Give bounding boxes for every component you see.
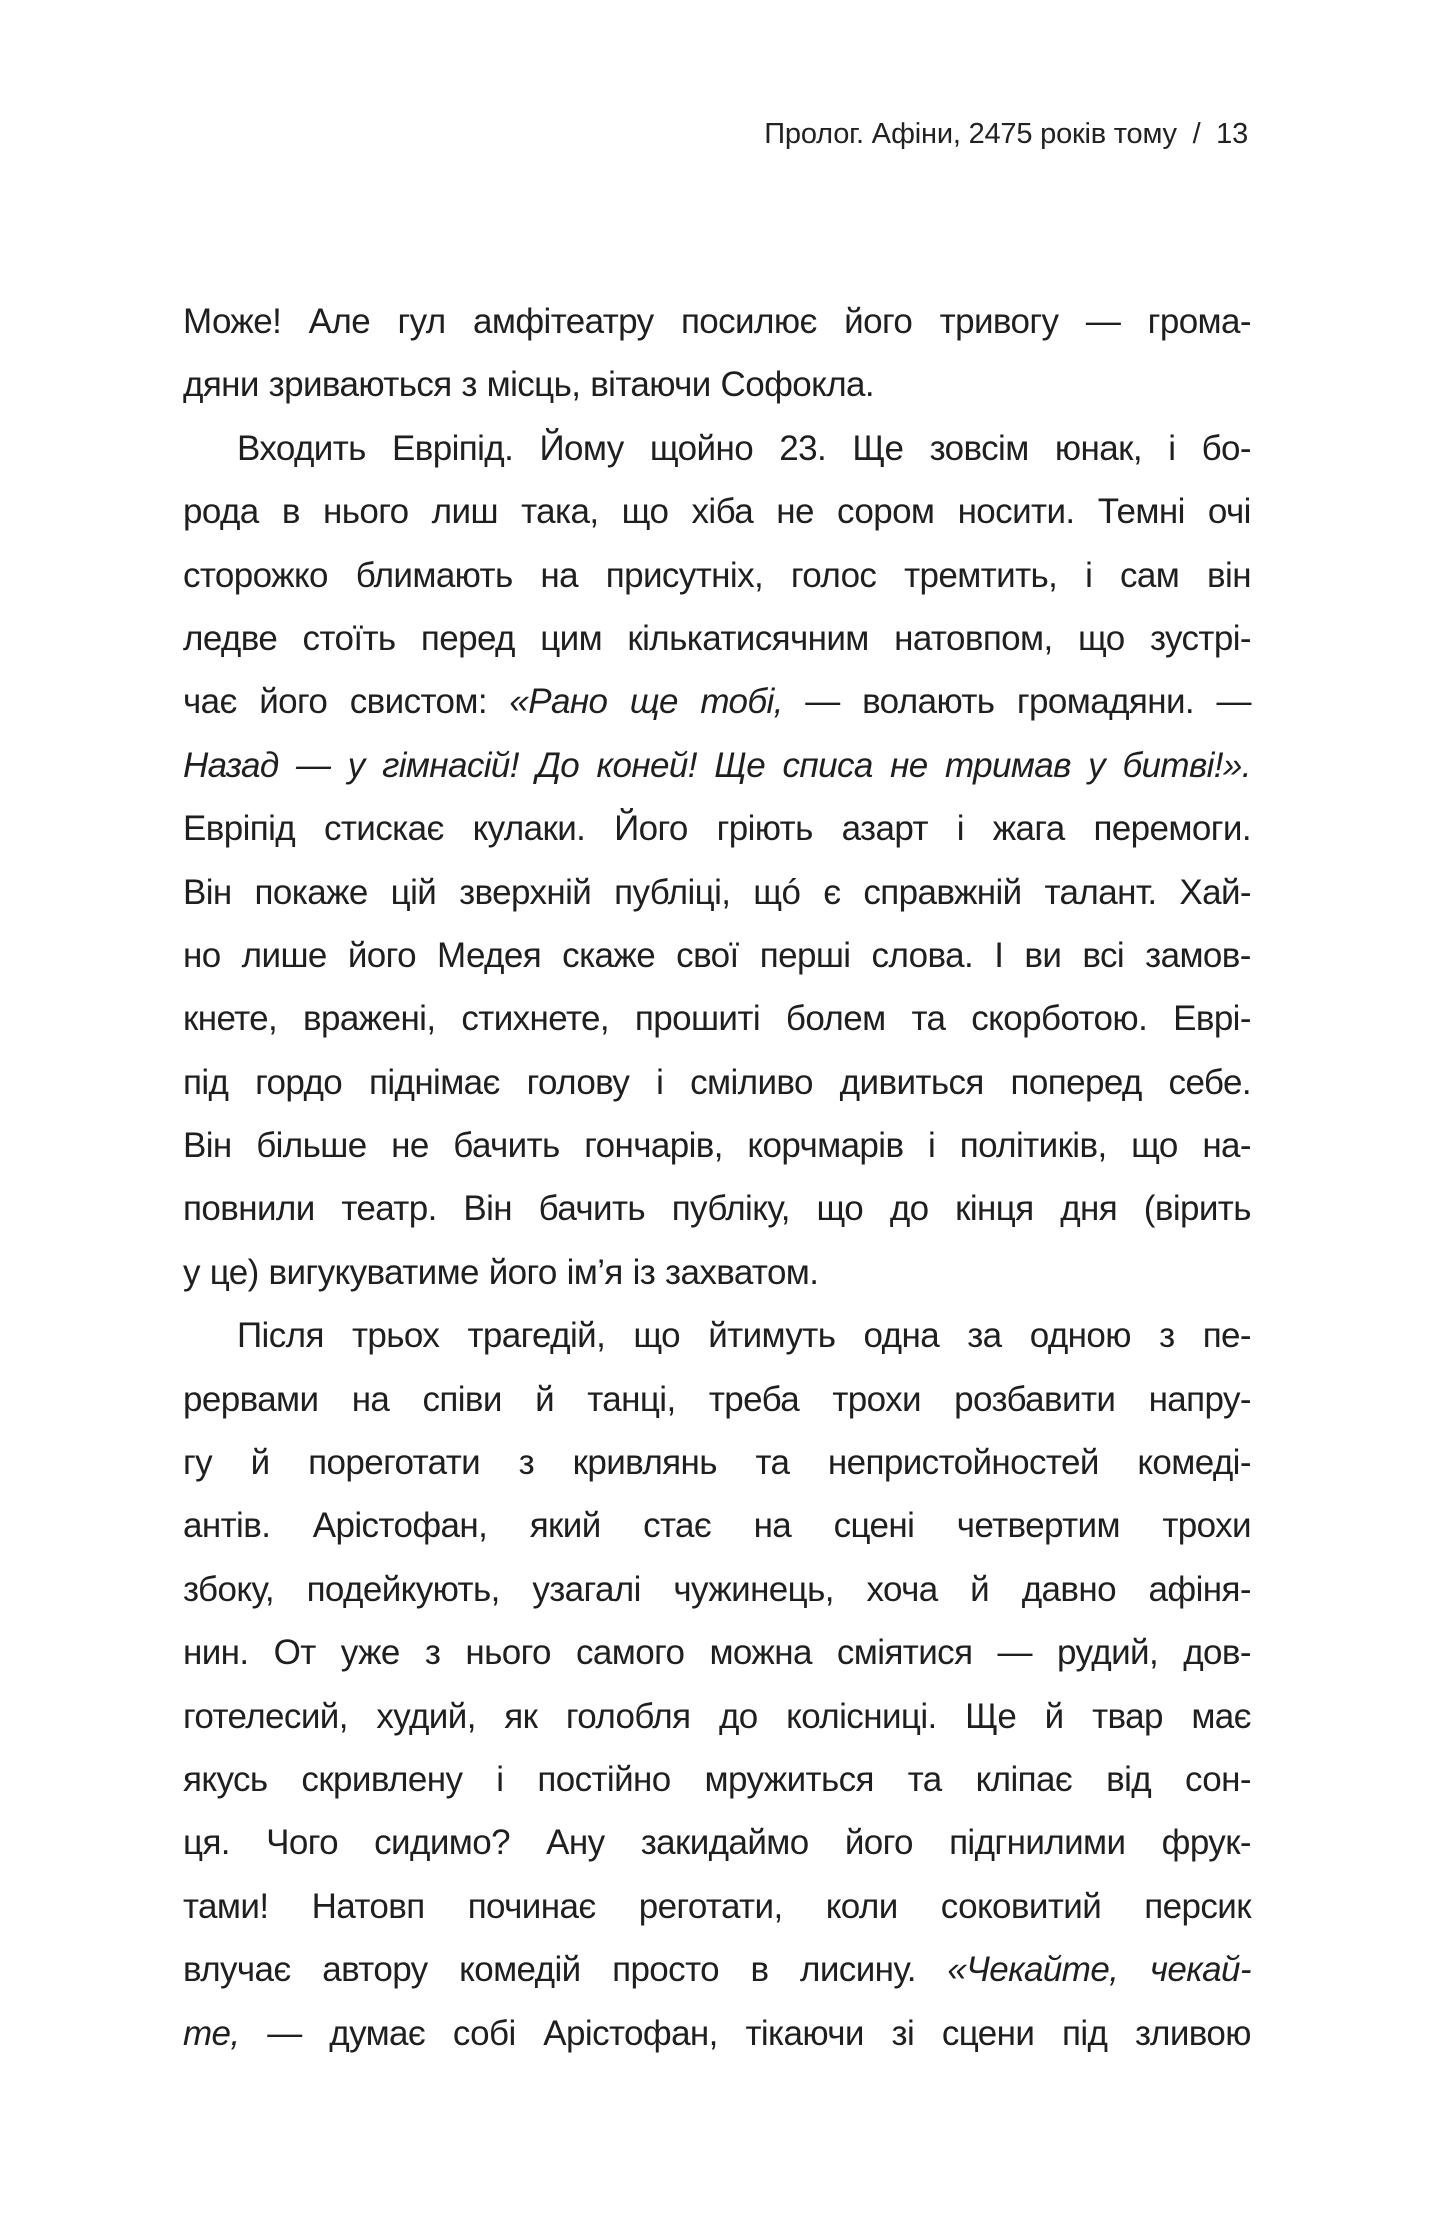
word: одною (1029, 1316, 1131, 1356)
word: його (844, 1823, 913, 1863)
word: дов- (1183, 1633, 1251, 1673)
word: й (1044, 1696, 1064, 1736)
word: Після (237, 1316, 324, 1356)
word: до (889, 1189, 929, 1229)
word: коли (825, 1886, 898, 1926)
text-line (183, 734, 1251, 797)
word: сміятися (836, 1633, 973, 1673)
word: вигукуватиме (268, 1252, 479, 1292)
word: на (351, 1379, 390, 1419)
word: тримав (944, 745, 1071, 785)
word: бачить (538, 1189, 646, 1229)
word: з (1159, 1316, 1175, 1356)
word: чає (183, 682, 237, 722)
word: Йому (539, 428, 624, 468)
word: ви (1024, 935, 1062, 975)
word: сон- (1184, 1759, 1251, 1799)
word: те, (183, 2013, 240, 2053)
text-line (183, 1431, 1251, 1494)
word: комедій (459, 1950, 581, 1990)
word: скаже (562, 935, 656, 975)
word: колісниці. (786, 1696, 937, 1736)
word: стихнете, (461, 999, 609, 1039)
word: влучає (183, 1950, 291, 1990)
word: гімнасій! (382, 745, 519, 785)
word: но (183, 935, 221, 975)
word: «Чекайте, (947, 1950, 1119, 1990)
word: голос (790, 555, 877, 595)
word: сором (837, 492, 935, 532)
word: громадяни. (1016, 682, 1195, 722)
word: Евріпід. (392, 428, 514, 468)
word: зустрі- (1149, 618, 1251, 658)
word: тремтить, (904, 555, 1058, 595)
word: афіня- (1148, 1569, 1251, 1609)
word: Ану (546, 1823, 605, 1863)
text-line (183, 353, 1251, 416)
word: рервами (183, 1379, 319, 1419)
word: голобля (565, 1696, 691, 1736)
word: юнак, (1054, 428, 1142, 468)
word: готелесий, (183, 1696, 348, 1736)
word: натовпом, (894, 618, 1053, 658)
word: Хай- (1179, 872, 1251, 912)
word: Його (614, 809, 688, 849)
word: мружиться (704, 1759, 874, 1799)
word: нього (465, 1633, 551, 1673)
word: свистом: (349, 682, 487, 722)
word: з (518, 1443, 535, 1483)
word: сам (1120, 555, 1180, 595)
word: азарт (841, 809, 928, 849)
word: худий, (376, 1696, 476, 1736)
word: Темні (1097, 492, 1185, 532)
word: 23. (779, 428, 827, 468)
word: битві!». (1122, 745, 1251, 785)
word: який (529, 1506, 601, 1546)
word: і (928, 1126, 936, 1166)
text-line (183, 417, 1251, 480)
word: четвертим (956, 1506, 1120, 1546)
word: постійно (537, 1759, 671, 1799)
word: зі (891, 2013, 915, 2053)
word: у (1088, 745, 1106, 785)
word: болем (785, 999, 886, 1039)
word: корчмарів (747, 1126, 904, 1166)
page-number: 13 (1216, 118, 1248, 150)
word: кнете, (183, 999, 278, 1039)
word: не (890, 745, 928, 785)
text-line (183, 1114, 1251, 1177)
running-header (764, 118, 1248, 151)
word: зриваються (268, 365, 452, 405)
word: всі (1082, 935, 1125, 975)
text-line (183, 290, 1251, 353)
word: Еврі- (1173, 999, 1251, 1039)
text-line (183, 861, 1251, 924)
word: списа (782, 745, 873, 785)
word: кліпає (975, 1759, 1073, 1799)
word: От (273, 1633, 316, 1673)
word: що (1077, 618, 1125, 658)
word: — (1085, 302, 1121, 341)
text-line (183, 480, 1251, 543)
word: Ще (852, 428, 904, 468)
word: в (281, 492, 300, 532)
word: та (755, 1443, 790, 1483)
word: перемоги. (1093, 809, 1251, 849)
word: Арістофан, (312, 1506, 488, 1546)
word: театр. (341, 1189, 437, 1229)
word: собі (452, 2013, 516, 2053)
word: чужинець, (673, 1569, 834, 1609)
word: тікаючи (745, 2013, 864, 2053)
word: сидимо? (374, 1823, 510, 1863)
word: сцені (833, 1506, 915, 1546)
word: до (718, 1696, 758, 1736)
word: можна (709, 1633, 812, 1673)
word: тривогу (939, 302, 1059, 341)
word: це) (209, 1252, 259, 1292)
word: трохи (832, 1379, 921, 1419)
text-line (183, 797, 1251, 860)
word: волають (862, 682, 995, 722)
word: блимають (355, 555, 513, 595)
text-line (183, 1304, 1251, 1367)
word: бо- (1201, 428, 1251, 468)
word: подейкують, (306, 1569, 500, 1609)
word: непристойностей (827, 1443, 1099, 1483)
word: треба (708, 1379, 800, 1419)
word: трагедій, (467, 1316, 606, 1356)
word: талант. (1044, 872, 1157, 912)
word: — (805, 682, 840, 722)
text-line (183, 1938, 1251, 2001)
word: думає (329, 2013, 426, 2053)
text-line (183, 1494, 1251, 1557)
word: — (296, 745, 331, 785)
word: цій (390, 872, 437, 912)
word: Він (463, 1189, 513, 1229)
word: із (632, 1252, 656, 1292)
word: на- (1202, 1126, 1251, 1166)
word: й (250, 1443, 270, 1483)
word: рода (183, 492, 259, 532)
word: повнили (183, 1189, 315, 1229)
word: трьох (351, 1316, 440, 1356)
word: персик (1144, 1886, 1251, 1926)
word: Арістофан, (543, 2013, 718, 2053)
word: якусь (183, 1759, 268, 1799)
word: покаже (254, 872, 368, 912)
word: його (347, 935, 416, 975)
word: на (540, 555, 578, 595)
word: гріють (716, 809, 813, 849)
word: Входить (237, 428, 366, 468)
word: зверхній (459, 872, 592, 912)
word: і (656, 1062, 664, 1102)
word: справжній (863, 872, 1022, 912)
word: ще (629, 682, 678, 722)
word: «Рано (509, 682, 608, 722)
word: ледве (183, 618, 278, 658)
word: перші (759, 935, 851, 975)
word: сторожко (183, 555, 328, 595)
text-line (183, 607, 1251, 670)
word: прошиті (634, 999, 760, 1039)
word: стає (643, 1506, 712, 1546)
word: посилює (680, 302, 817, 341)
word: дня (1060, 1189, 1118, 1229)
word: Але (308, 302, 371, 341)
word: політиків, (959, 1126, 1107, 1166)
word: не (776, 492, 814, 532)
word: дяни (183, 365, 259, 405)
word: лише (241, 935, 327, 975)
word: що (621, 492, 669, 532)
word: соковитий (940, 1886, 1102, 1926)
word: І (994, 935, 1004, 975)
word: щойно (649, 428, 754, 468)
word: До (536, 745, 580, 785)
word: піднімає (368, 1062, 500, 1102)
word: та (907, 1759, 942, 1799)
word: Він (183, 1126, 232, 1166)
word: очі (1207, 492, 1251, 532)
word: хоча (866, 1569, 938, 1609)
word: гончарів, (584, 1126, 723, 1166)
word: себе. (1168, 1062, 1251, 1102)
word: одна (863, 1316, 940, 1356)
word: розбавити (954, 1379, 1116, 1419)
word: співи (422, 1379, 502, 1419)
word: вражені, (303, 999, 436, 1039)
word: голову (526, 1062, 630, 1102)
word: більше (256, 1126, 367, 1166)
word: і (1085, 555, 1093, 595)
word: закидаймо (640, 1823, 809, 1863)
header-separator: / (1192, 118, 1201, 150)
word: в (750, 1950, 769, 1990)
word: — (267, 2013, 302, 2053)
word: лисину. (800, 1950, 916, 1990)
text-line (183, 1241, 1251, 1304)
word: його (488, 1252, 557, 1292)
word: скорботою. (971, 999, 1148, 1039)
word: збоку, (183, 1569, 274, 1609)
word: і (496, 1759, 504, 1799)
word: лиш (431, 492, 498, 532)
word: нин. (183, 1633, 249, 1673)
word: йтимуть (708, 1316, 836, 1356)
text-line (183, 1368, 1251, 1431)
word: трохи (1162, 1506, 1251, 1546)
word: зливою (1134, 2013, 1251, 2053)
word: Ще (714, 745, 766, 785)
word: публіку, (671, 1189, 790, 1229)
word: місць, (486, 365, 581, 405)
word: й (535, 1379, 555, 1419)
word: щó (753, 872, 801, 912)
word: напру- (1148, 1379, 1251, 1419)
word: жага (992, 809, 1065, 849)
word: присутніх, (605, 555, 764, 595)
word: кількатисячним (627, 618, 869, 658)
word: — (1216, 682, 1251, 722)
word: гул (397, 302, 446, 341)
word: у (347, 745, 365, 785)
word: Медея (437, 935, 542, 975)
word: уже (340, 1633, 400, 1673)
word: тами! (183, 1886, 269, 1926)
text-line (183, 1621, 1251, 1684)
word: під (183, 1062, 229, 1102)
word: така, (521, 492, 599, 532)
word: Назад (183, 745, 279, 785)
word: і (1168, 428, 1176, 468)
word: не (391, 1126, 429, 1166)
word: амфітеатру (473, 302, 654, 341)
word: на (753, 1506, 792, 1546)
word: його (844, 302, 913, 341)
word: гордо (255, 1062, 343, 1102)
word: публіці, (614, 872, 731, 912)
word: Ще (965, 1696, 1017, 1736)
word: у (183, 1252, 200, 1292)
word: кривлянь (572, 1443, 717, 1483)
text-line (183, 987, 1251, 1050)
word: Може! (183, 302, 282, 341)
word: ім’я (566, 1252, 623, 1292)
word: гу (183, 1443, 213, 1483)
word: грома- (1147, 302, 1251, 341)
word: скривлену (301, 1759, 463, 1799)
word: замов- (1145, 935, 1251, 975)
word: його (259, 682, 328, 722)
text-line (183, 670, 1251, 733)
word: стоїть (302, 618, 396, 658)
word: носити. (957, 492, 1075, 532)
word: що (816, 1189, 864, 1229)
word: що (1131, 1126, 1178, 1166)
word: цим (540, 618, 603, 658)
word: й (970, 1569, 990, 1609)
word: антів. (183, 1506, 271, 1546)
word: свої (676, 935, 739, 975)
text-line (183, 1177, 1251, 1240)
word: з (424, 1633, 441, 1673)
word: дивиться (839, 1062, 984, 1102)
word: кінця (955, 1189, 1034, 1229)
word: Чого (266, 1823, 338, 1863)
word: — (997, 1633, 1032, 1673)
word: Евріпід (183, 809, 296, 849)
word: від (1106, 1759, 1152, 1799)
text-line (183, 1811, 1251, 1874)
text-line (183, 924, 1251, 987)
word: вітаючи (590, 365, 711, 405)
text-line (183, 1748, 1251, 1811)
word: (вірить (1143, 1189, 1251, 1229)
word: хіба (691, 492, 754, 532)
word: слова. (871, 935, 974, 975)
word: автору (322, 1950, 428, 1990)
word: що (633, 1316, 681, 1356)
word: просто (612, 1950, 719, 1990)
word: бачить (453, 1126, 560, 1166)
word: підгнилими (949, 1823, 1126, 1863)
word: починає (467, 1886, 596, 1926)
text-line (183, 2002, 1251, 2065)
word: за (967, 1316, 1002, 1356)
text-line (183, 1875, 1251, 1938)
text-line (183, 1685, 1251, 1748)
word: кулаки. (472, 809, 586, 849)
word: ця. (183, 1823, 230, 1863)
word: з (461, 365, 477, 405)
word: і (956, 809, 964, 849)
word: Він (183, 872, 232, 912)
word: коней! (596, 745, 697, 785)
word: пе- (1202, 1316, 1251, 1356)
word: тобі, (700, 682, 783, 722)
text-line (183, 1051, 1251, 1114)
running-title: Пролог. Афіни, 2475 років тому (764, 118, 1177, 150)
word: як (504, 1696, 538, 1736)
word: сміливо (690, 1062, 813, 1102)
word: узагалі (532, 1569, 641, 1609)
text-line (183, 1558, 1251, 1621)
word: Натовп (311, 1886, 425, 1926)
word: рудий, (1057, 1633, 1159, 1673)
word: він (1207, 555, 1251, 595)
word: та (911, 999, 946, 1039)
word: захватом. (665, 1252, 819, 1292)
word: комеді- (1137, 1443, 1251, 1483)
word: фрук- (1161, 1823, 1251, 1863)
word: чекай- (1149, 1950, 1251, 1990)
word: твар (1092, 1696, 1163, 1736)
word: зовсім (929, 428, 1029, 468)
word: нього (323, 492, 409, 532)
word: поперед (1010, 1062, 1142, 1102)
word: Софокла. (720, 365, 875, 405)
word: пореготати (308, 1443, 481, 1483)
word: має (1191, 1696, 1251, 1736)
word: сцени (941, 2013, 1035, 2053)
word: перед (420, 618, 515, 658)
word: реготати, (638, 1886, 783, 1926)
word: під (1061, 2013, 1108, 2053)
body-text (183, 290, 1251, 2065)
word: є (823, 872, 841, 912)
word: танці, (587, 1379, 676, 1419)
text-line (183, 544, 1251, 607)
word: самого (576, 1633, 685, 1673)
word: давно (1021, 1569, 1116, 1609)
word: стискає (323, 809, 444, 849)
